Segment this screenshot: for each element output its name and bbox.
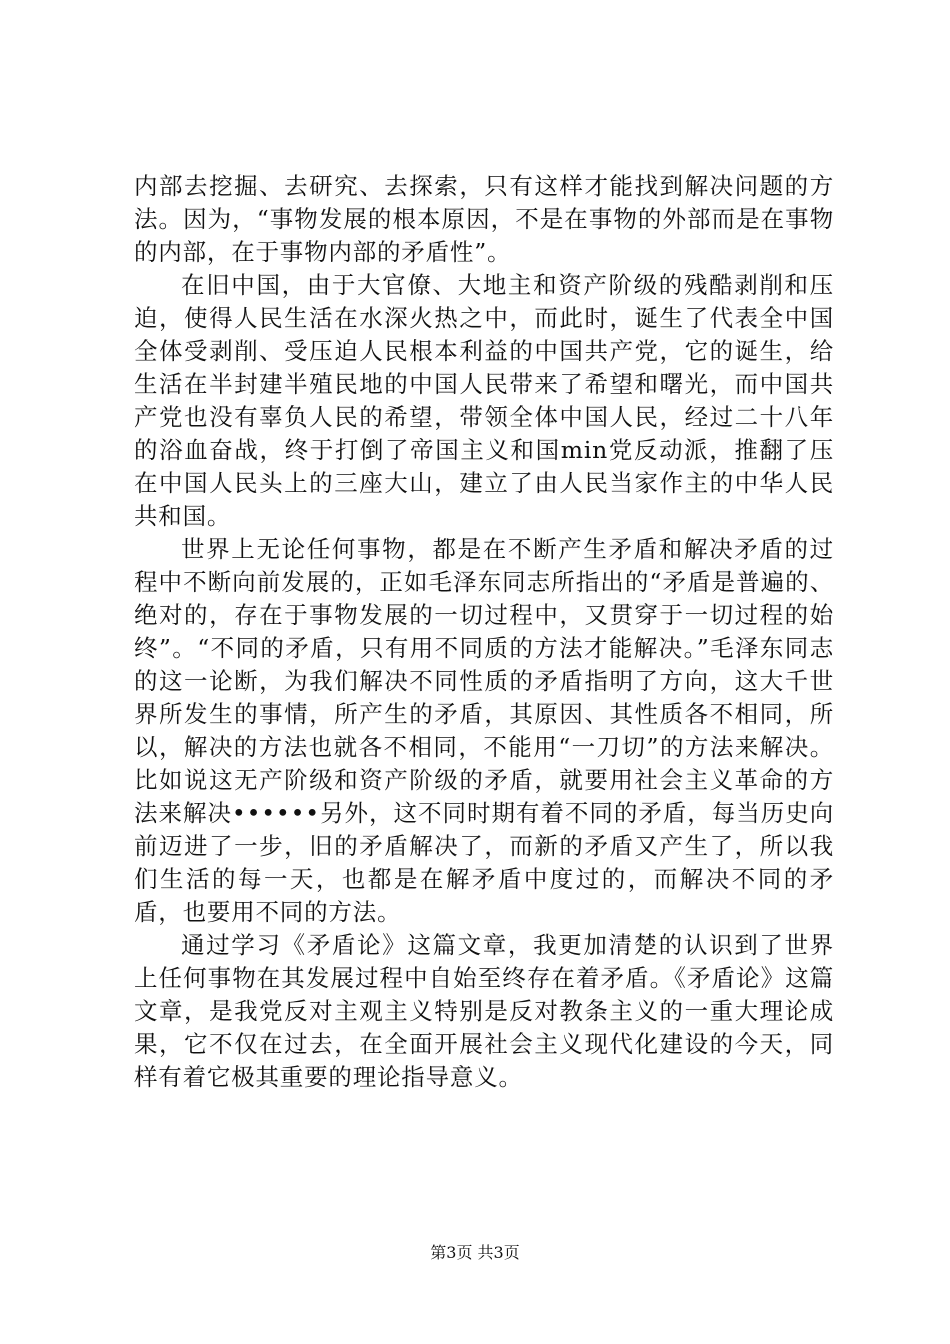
document-body	[134, 170, 834, 1094]
paragraph-1: 内部去挖掘、去研究、去探索，只有这样才能找到解决问题的方法。因为，“事物发展的根本原因，不是在事物的外部而是在事物的内部，在于事物内部的矛盾性”。	[134, 172, 834, 266]
paragraph-4: 通过学习《矛盾论》这篇文章，我更加清楚的认识到了世界上任何事物在其发展过程中自始至终存在着矛盾。《矛盾论》这篇文章，是我党反对主观主义特别是反对教条主义的一重大理论成果，它不仅在过去，在全面开展社会主义现代化建设的今天，同样有着它极其重要的理论指导意义。	[134, 931, 834, 1091]
paragraph-2: 在旧中国，由于大官僚、大地主和资产阶级的残酷剥削和压迫，使得人民生活在水深火热之中，而此时，诞生了代表全中国全体受剥削、受压迫人民根本利益的中国共产党，它的诞生，给生活在半封建半殖民地的中国人民带来了希望和曙光，而中国共产党也没有辜负人民的希望，带领全体中国人民，经过二十八年的浴血奋战，终于打倒了帝国主义和国min党反动派，推翻了压在中国人民头上的三座大山，建立了由人民当家作主的中华人民共和国。	[134, 271, 834, 530]
page-number-footer: 第3页 共3页	[430, 1243, 520, 1262]
paragraph-3: 世界上无论任何事物，都是在不断产生矛盾和解决矛盾的过程中不断向前发展的，正如毛泽东同志所指出的“矛盾是普遍的、绝对的，存在于事物发展的一切过程中，又贯穿于一切过程的始终”。“不同的矛盾，只有用不同质的方法才能解决。”毛泽东同志的这一论断，为我们解决不同性质的矛盾指明了方向，这大千世界所发生的事情，所产生的矛盾，其原因、其性质各不相同，所以，解决的方法也就各不相同，不能用“一刀切”的方法来解决。比如说这无产阶级和资产阶级的矛盾，就要用社会主义革命的方法来解决••••••另外，这不同时期有着不同的矛盾，每当历史向前迈进了一步，旧的矛盾解决了，而新的矛盾又产生了，所以我们生活的每一天，也都是在解矛盾中度过的，而解决不同的矛盾，也要用不同的方法。	[134, 535, 834, 926]
